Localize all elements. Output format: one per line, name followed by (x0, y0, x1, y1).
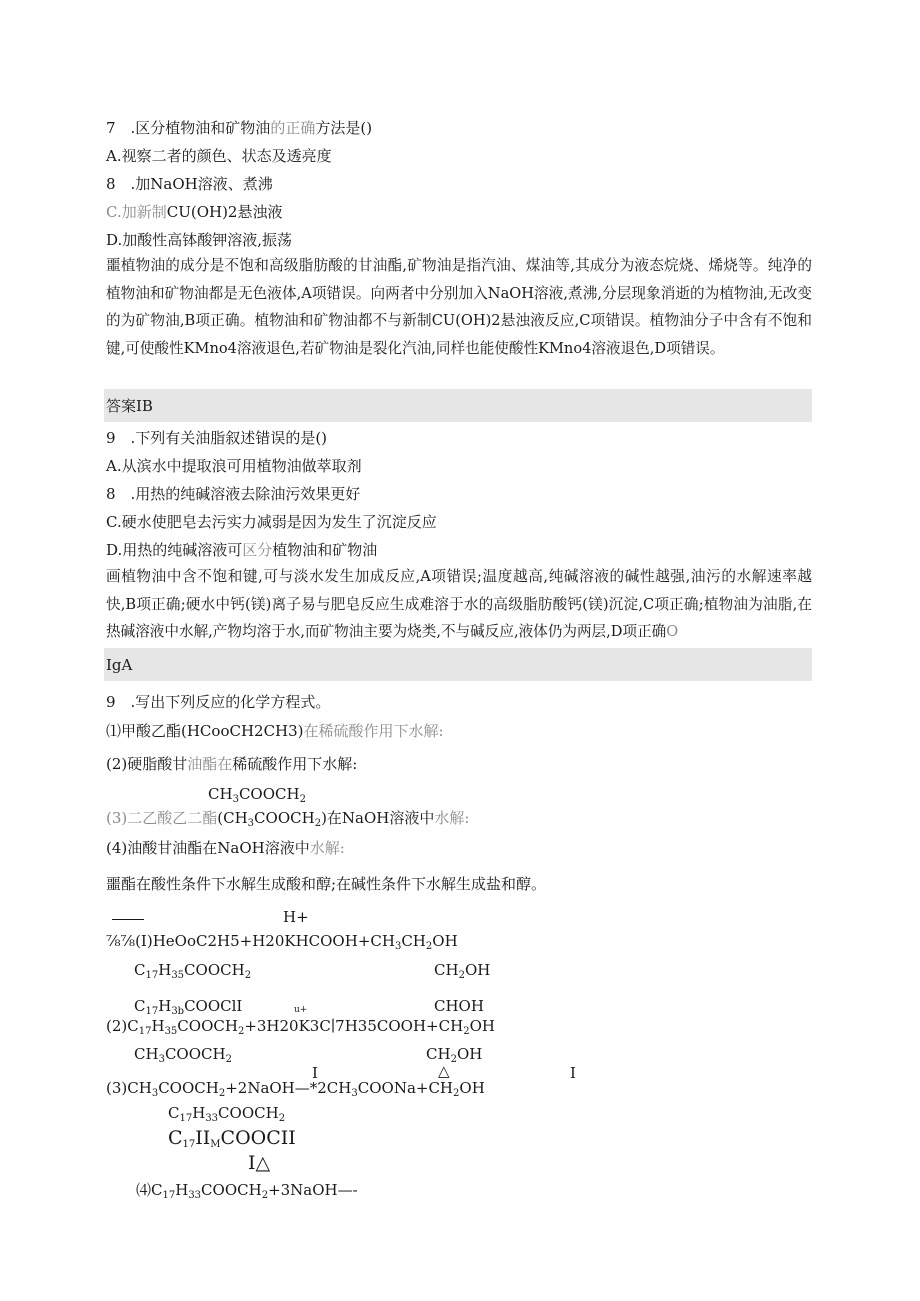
equation-2: $(2)C_{17}H_{35}COOCH_2+3H20K3C∣7H35COOH+CH_2OH$ (106, 1017, 495, 1037)
q9a-option-d: D.用热的纯碱溶液可区分植物油和矿物油 (106, 541, 378, 559)
q7-option-a: A.视察二者的颜色、状态及透亮度 (106, 147, 332, 165)
q9a-stem: 9 .下列有关油脂叙述错误的是() (106, 429, 328, 447)
equation-4-row-1: $C_{17}H_{33}COOCH_2$ (168, 1104, 286, 1124)
q9b-stem: 9 .写出下列反应的化学方程式。 (106, 693, 331, 711)
equation-3-row-1-right: $CH_2OH$ (426, 1045, 483, 1065)
q9b-part-4: (4)油酸甘油酯在NaOH溶液中水解: (106, 839, 345, 857)
q7-answer: 答案IB (106, 397, 153, 415)
q7-explanation: 噩植物油的成分是不饱和高级脂肪酸的甘油酯,矿物油是指汽油、煤油等,其成分为液态烷烧、烯烧等。纯净的植物油和矿物油都是无色液体,A项错误。向两者中分别加入NaOH溶液,煮沸,分层现象消逝的为植物油,无改变的为矿物油,B项正确。植物油和矿物油都不与新制CU(OH)2悬浊液反应,C项错误。植物油分子中含有不饱和键,可使酸性KMno4溶液退色,若矿物油是裂化汽油,同样也能使酸性KMno4溶液退色,D项错误。 (106, 257, 812, 357)
blank-line (112, 919, 144, 920)
q9a-answer-band (104, 648, 812, 681)
bond-mark-2: I (570, 1064, 576, 1082)
q7-option-b: 8 .加NaOH溶液、煮沸 (106, 175, 273, 193)
q7-option-d: D.加酸性高钵酸钾溶液,振荡 (106, 231, 293, 249)
q9b-part-2: (2)硬脂酸甘油酯在稀硫酸作用下水解: (106, 755, 358, 773)
q9b-part-3: (3)二乙酸乙二酯$(CH_3COOCH_2)$在NaOH溶液中水解: (106, 809, 470, 829)
q7-answer-band (104, 389, 812, 422)
h-plus-label: H+ (283, 908, 309, 926)
equation-2-row-2-right: CHOH (434, 997, 484, 1015)
q9a-explanation: 画植物油中含不饱和键,可与淡水发生加成反应,A项错误;温度越高,纯碱溶液的碱性越强,油污的水解速率越快,B项正确;硬水中钙(镁)离子易与肥皂反应生成难溶于水的高级脂肪酸钙(镁)沉淀,C项正确;植物油为油脂,在热碱溶液中水解,产物均溶于水,而矿物油主要为烧类,不与碱反应,液体仍为两层,D项正确O (106, 568, 812, 640)
equation-1: $\frac{7}{8}\frac{7}{8}(I)HeOoC2H5+H20KHCOOH+CH_3CH_2OH$ (106, 932, 458, 952)
equation-4-row-2: $C_{17}II_MCOOCII$ (168, 1127, 296, 1150)
equation-3: $(3)CH_3COOCH_2+2NaOH—*2CH_3COONa+CH_2OH$ (106, 1079, 485, 1099)
equation-2-catalyst-mark: u+ (294, 1005, 308, 1015)
q9b-part-3-structure: $CH_3COOCH_2$ (208, 785, 306, 805)
q9a-answer: IgA (106, 656, 133, 674)
q9a-option-c: C.硬水使肥皂去污实力减弱是因为发生了沉淀反应 (106, 513, 437, 531)
q9a-option-b: 8 .用热的纯碱溶液去除油污效果更好 (106, 485, 361, 503)
equation-2-row-2-left: $C_{17}H_{3b}COOClI$ (134, 997, 243, 1017)
heat-triangle-icon: △ (255, 1152, 271, 1174)
q7-stem: 7 .区分植物油和矿物油的正确方法是() (106, 119, 373, 137)
q7-option-c: C.加新制CU(OH)2悬浊液 (106, 203, 283, 221)
equation-2-row-1-right: $CH_2OH$ (434, 961, 491, 981)
q9b-part-1: ⑴甲酸乙酯(HCooCH2CH3)在稀硫酸作用下水解: (106, 722, 444, 740)
equation-3-row-1-left: $CH_3COOCH_2$ (134, 1045, 232, 1065)
q9a-option-a: A.从滨水中提取浪可用植物油做萃取剂 (106, 457, 362, 475)
equation-4: $⑷C_{17}H_{33}COOCH_2+3NaOH—-$ (136, 1181, 358, 1201)
bond-mark-1: I (312, 1064, 318, 1082)
equation-2-row-1-left: $C_{17}H_{35}COOCH_2$ (134, 961, 252, 981)
heat-triangle-icon: △ (438, 1062, 450, 1080)
q9b-explanation: 噩酯在酸性条件下水解生成酸和醇;在碱性条件下水解生成盐和醇。 (106, 875, 547, 893)
equation-4-bond-heat: I△ (248, 1152, 271, 1174)
